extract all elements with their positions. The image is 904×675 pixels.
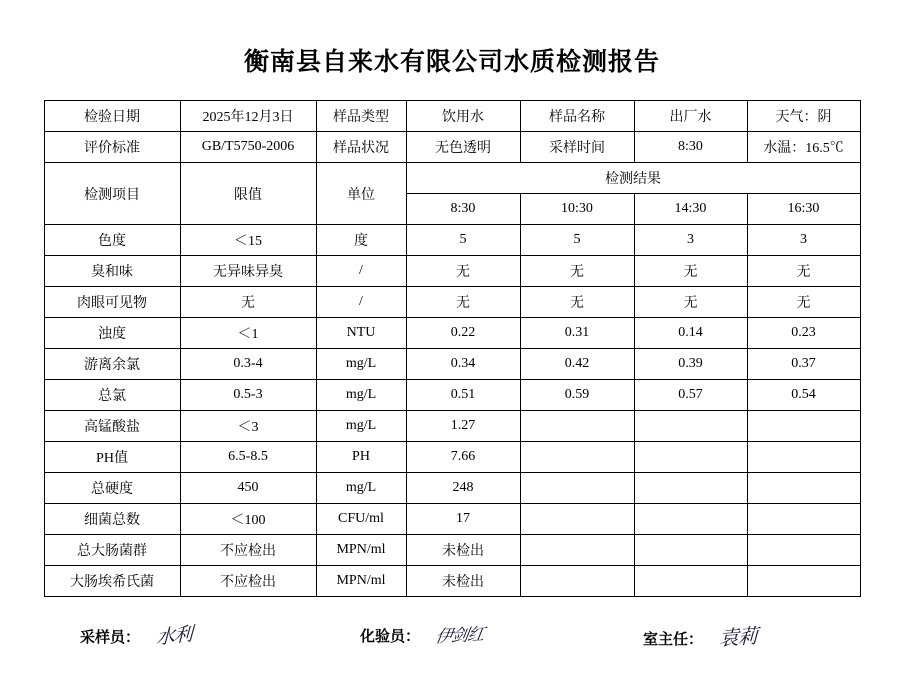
cell-item-limit: 0.5-3: [180, 380, 316, 411]
cell-value-3: [634, 566, 747, 597]
cell-value-2: [520, 473, 634, 504]
cell-value-3: [634, 442, 747, 473]
cell-value-1: 0.22: [406, 318, 520, 349]
column-header-time-3: 14:30: [634, 194, 747, 225]
cell-item-limit: 无: [180, 287, 316, 318]
cell-item-limit: 无异味异臭: [180, 256, 316, 287]
cell-value-1: 5: [406, 225, 520, 256]
page-title: 衡南县自来水有限公司水质检测报告: [243, 49, 660, 76]
cell-value-4: [747, 535, 860, 566]
cell-value-3: [634, 535, 747, 566]
cell-value-2: [520, 411, 634, 442]
cell-item-unit: /: [316, 256, 406, 287]
table-row: [44, 380, 860, 411]
column-header-time-2: 10:30: [520, 194, 634, 225]
cell-item-name: 肉眼可见物: [44, 287, 180, 318]
cell-value-3: [634, 473, 747, 504]
table-row-column-header-1: [44, 163, 860, 194]
cell-value-4: [747, 473, 860, 504]
cell-value-3: [634, 411, 747, 442]
table-row: [44, 504, 860, 535]
cell-value-1: 1.27: [406, 411, 520, 442]
cell-value-4: [747, 411, 860, 442]
analyst-block: [360, 621, 484, 646]
cell-value-4: 3: [747, 225, 860, 256]
table-row: [44, 225, 860, 256]
cell-item-unit: MPN/ml: [316, 566, 406, 597]
table-row: [44, 411, 860, 442]
label-evaluation-standard: 评价标准: [44, 132, 180, 163]
column-header-result: 检测结果: [406, 163, 860, 194]
analyst-signature: 伊剑红: [434, 624, 486, 647]
cell-item-name: 细菌总数: [44, 504, 180, 535]
cell-value-2: 5: [520, 225, 634, 256]
value-sample-type: 饮用水: [406, 101, 520, 132]
cell-item-name: 游离余氯: [44, 349, 180, 380]
label-sample-condition: 样品状况: [316, 132, 406, 163]
table-row-header-2: [44, 132, 860, 163]
cell-item-name: 总氯: [44, 380, 180, 411]
column-header-time-1: 8:30: [406, 194, 520, 225]
cell-item-limit: 不应检出: [180, 566, 316, 597]
cell-item-limit: ＜1: [180, 318, 316, 349]
cell-item-limit: ＜15: [180, 225, 316, 256]
cell-value-2: [520, 535, 634, 566]
sampler-label: 采样员：: [80, 630, 141, 646]
value-weather: 天气：阴: [747, 101, 860, 132]
cell-item-limit: 不应检出: [180, 535, 316, 566]
table-row: [44, 473, 860, 504]
cell-item-name: 色度: [44, 225, 180, 256]
table-row: [44, 535, 860, 566]
cell-item-unit: PH: [316, 442, 406, 473]
cell-value-1: 0.51: [406, 380, 520, 411]
table-row: [44, 349, 860, 380]
cell-item-unit: 度: [316, 225, 406, 256]
value-sample-condition: 无色透明: [406, 132, 520, 163]
cell-value-1: 未检出: [406, 566, 520, 597]
cell-value-2: [520, 566, 634, 597]
column-header-unit: 单位: [316, 163, 406, 225]
cell-value-3: 无: [634, 287, 747, 318]
cell-value-1: 无: [406, 287, 520, 318]
label-sample-type: 样品类型: [316, 101, 406, 132]
cell-value-3: 3: [634, 225, 747, 256]
cell-value-4: 无: [747, 287, 860, 318]
sampler-signature: 水利: [155, 624, 193, 649]
cell-value-1: 0.34: [406, 349, 520, 380]
cell-value-2: 0.31: [520, 318, 634, 349]
cell-value-4: 0.23: [747, 318, 860, 349]
signature-footer: [0, 615, 904, 675]
cell-item-limit: 450: [180, 473, 316, 504]
cell-item-unit: /: [316, 287, 406, 318]
cell-item-unit: MPN/ml: [316, 535, 406, 566]
cell-item-name: 高锰酸盐: [44, 411, 180, 442]
water-quality-report-table: [44, 100, 861, 597]
cell-value-2: [520, 442, 634, 473]
cell-item-name: 浊度: [44, 318, 180, 349]
cell-item-name: 总硬度: [44, 473, 180, 504]
column-header-item: 检测项目: [44, 163, 180, 225]
cell-value-1: 无: [406, 256, 520, 287]
table-row: [44, 318, 860, 349]
cell-item-unit: mg/L: [316, 380, 406, 411]
cell-value-4: 无: [747, 256, 860, 287]
cell-value-2: 无: [520, 287, 634, 318]
cell-value-4: [747, 504, 860, 535]
cell-value-1: 7.66: [406, 442, 520, 473]
cell-value-2: [520, 504, 634, 535]
cell-value-2: 无: [520, 256, 634, 287]
value-inspection-date: 2025年12月3日: [180, 101, 316, 132]
cell-item-name: 总大肠菌群: [44, 535, 180, 566]
cell-item-unit: mg/L: [316, 473, 406, 504]
label-inspection-date: 检验日期: [44, 101, 180, 132]
table-row-header-1: [44, 101, 860, 132]
cell-value-1: 未检出: [406, 535, 520, 566]
table-row: [44, 566, 860, 597]
cell-item-limit: ＜3: [180, 411, 316, 442]
cell-item-unit: NTU: [316, 318, 406, 349]
cell-item-unit: CFU/ml: [316, 504, 406, 535]
value-water-temperature: 水温：16.5℃: [747, 132, 860, 163]
table-row: [44, 256, 860, 287]
cell-value-3: 无: [634, 256, 747, 287]
cell-value-4: [747, 566, 860, 597]
cell-value-4: 0.54: [747, 380, 860, 411]
column-header-limit: 限值: [180, 163, 316, 225]
column-header-time-4: 16:30: [747, 194, 860, 225]
cell-value-4: 0.37: [747, 349, 860, 380]
cell-value-2: 0.42: [520, 349, 634, 380]
cell-value-1: 17: [406, 504, 520, 535]
cell-value-3: 0.39: [634, 349, 747, 380]
cell-item-unit: mg/L: [316, 411, 406, 442]
label-sampling-time: 采样时间: [520, 132, 634, 163]
value-sample-name: 出厂水: [634, 101, 747, 132]
label-sample-name: 样品名称: [520, 101, 634, 132]
cell-value-4: [747, 442, 860, 473]
cell-item-name: PH值: [44, 442, 180, 473]
cell-item-limit: 6.5-8.5: [180, 442, 316, 473]
cell-value-1: 248: [406, 473, 520, 504]
table-row: [44, 442, 860, 473]
table-row: [44, 287, 860, 318]
cell-value-3: 0.14: [634, 318, 747, 349]
cell-item-limit: ＜100: [180, 504, 316, 535]
cell-value-3: 0.57: [634, 380, 747, 411]
cell-value-3: [634, 504, 747, 535]
cell-item-name: 大肠埃希氏菌: [44, 566, 180, 597]
analyst-label: 化验员：: [360, 629, 421, 645]
value-evaluation-standard: GB/T5750-2006: [180, 132, 316, 163]
cell-item-unit: mg/L: [316, 349, 406, 380]
director-label: 室主任：: [643, 632, 704, 648]
cell-item-name: 臭和味: [44, 256, 180, 287]
value-sampling-time: 8:30: [634, 132, 747, 163]
sampler-block: [80, 621, 192, 648]
cell-item-limit: 0.3-4: [180, 349, 316, 380]
cell-value-2: 0.59: [520, 380, 634, 411]
director-signature: 袁莉: [718, 625, 758, 651]
